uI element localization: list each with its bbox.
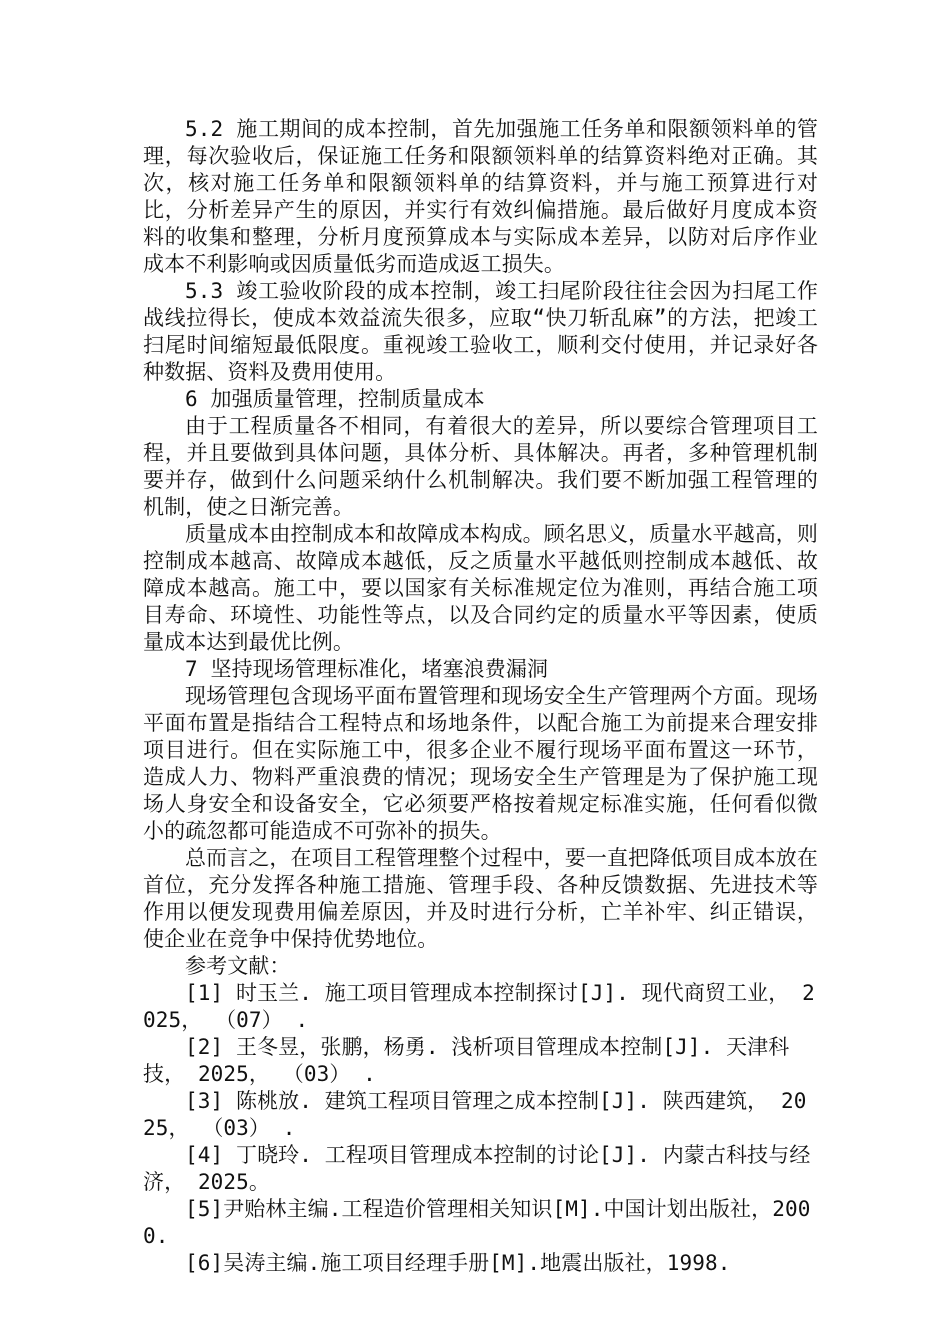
paragraph-5-2: 5.2 施工期间的成本控制，首先加强施工任务单和限额领料单的管理，每次验收后，保证施工任务和限额领料单的结算资料绝对正确。其次，核对施工任务单和限额领料单的结算资料，并与施工预算进行对比，分析差异产生的原因，并实行有效纠偏措施。最后做好月度成本资料的收集和整理，分析月度预算成本与实际成本差异，以防对后序作业成本不利影响或因质量低劣而造成返工损失。 xyxy=(143,117,818,276)
section-heading-7: 7 坚持现场管理标准化，堵塞浪费漏洞 xyxy=(185,657,549,681)
reference-list xyxy=(143,980,818,1277)
section-heading-6: 6 加强质量管理，控制质量成本 xyxy=(185,387,485,411)
paragraph-6-b: 质量成本由控制成本和故障成本构成。顾名思义，质量水平越高，则控制成本越高、故障成本越低，反之质量水平越低则控制成本越低、故障成本越高。施工中，要以国家有关标准规定位为准则，再结合施工项目寿命、环境性、功能性等点，以及合同约定的质量水平等因素，使质量成本达到最优比例。 xyxy=(143,522,818,654)
paragraph-6-a: 由于工程质量各不相同，有着很大的差异，所以要综合管理项目工程，并且要做到具体问题，具体分析、具体解决。再者，多种管理机制要并存，做到什么问题采纳什么机制解决。我们要不断加强工程管理的机制，使之日渐完善。 xyxy=(143,414,818,519)
reference-item: [3] 陈桃放. 建筑工程项目管理之成本控制[J]. 陕西建筑， 2025， （03） . xyxy=(143,1089,807,1140)
paragraph-7: 现场管理包含现场平面布置管理和现场安全生产管理两个方面。现场平面布置是指结合工程特点和场地条件，以配合施工为前提来合理安排项目进行。但在实际施工中，很多企业不履行现场平面布置这一环节，造成人力、物料严重浪费的情况；现场安全生产管理是为了保护施工现场人身安全和设备安全，它必须要严格按着规定标准实施，任何看似微小的疏忽都可能造成不可弥补的损失。 xyxy=(143,684,818,843)
reference-item: [2] 王冬昱，张鹏，杨勇. 浅析项目管理成本控制[J]. 天津科技， 2025， （03） . xyxy=(143,1035,790,1086)
article-body xyxy=(143,116,818,1277)
reference-item: [5]尹贻林主编.工程造价管理相关知识[M].中国计划出版社，2000. xyxy=(143,1197,811,1248)
reference-item: [4] 丁晓玲. 工程项目管理成本控制的讨论[J]. 内蒙古科技与经济， 2025。 xyxy=(143,1143,811,1194)
reference-item: [6]吴涛主编.施工项目经理手册[M].地震出版社，1998. xyxy=(185,1251,731,1275)
references-title: 参考文献： xyxy=(185,954,291,978)
paragraph-5-3: 5.3 竣工验收阶段的成本控制，竣工扫尾阶段往往会因为扫尾工作战线拉得长，使成本效益流失很多，应取“快刀斩乱麻”的方法，把竣工扫尾时间缩短最低限度。重视竣工验收工，顺利交付使用，并记录好各种数据、资料及费用使用。 xyxy=(143,279,818,384)
reference-item: [1] 时玉兰. 施工项目管理成本控制探讨[J]. 现代商贸工业， 2025， （07） . xyxy=(143,981,815,1032)
paragraph-conclusion: 总而言之，在项目工程管理整个过程中，要一直把降低项目成本放在首位，充分发挥各种施工措施、管理手段、各种反馈数据、先进技术等作用以便发现费用偏差原因，并及时进行分析，亡羊补牢、纠正错误，使企业在竞争中保持优势地位。 xyxy=(143,846,818,951)
